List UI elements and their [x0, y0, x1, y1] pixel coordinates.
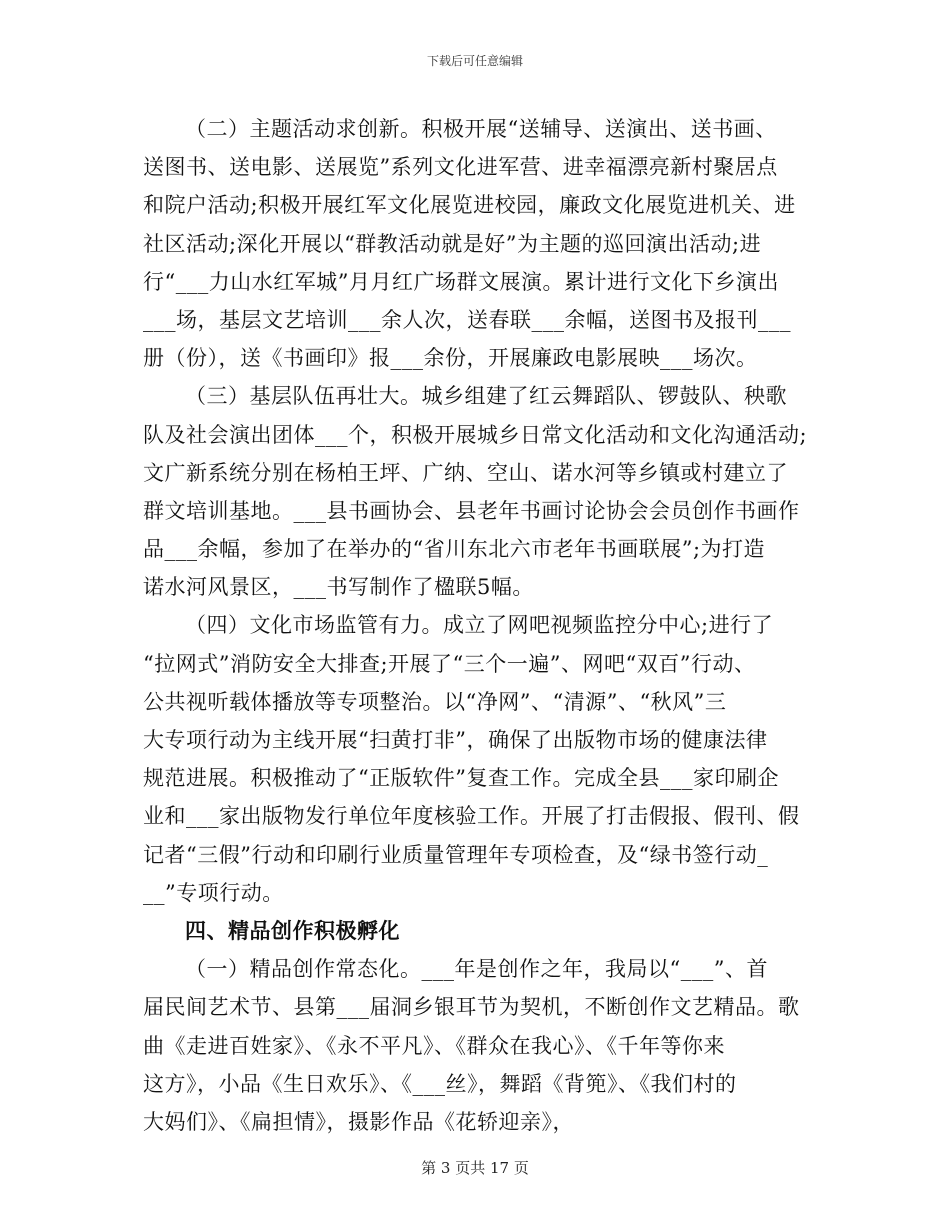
page-number: 第 3 页共 17 页 [421, 1159, 529, 1177]
paragraph-line: 记者“三假”行动和印刷行业质量管理年专项检查，及“绿书签行动_ [143, 842, 769, 867]
paragraph-line: （一）精品创作常态化。___年是创作之年，我局以“___”、首 [185, 957, 768, 982]
paragraph-line: 公共视听载体播放等专项整治。以“净网”、“清源”、“秋风”三 [143, 689, 727, 714]
paragraph-line: 大妈们》、《扁担情》，摄影作品《花轿迎亲》， [143, 1109, 574, 1134]
paragraph-line: ___场，基层文艺培训___余人次，送春联___余幅，送图书及报刊___ [143, 307, 791, 332]
paragraph-line: 群文培训基地。___县书画协会、县老年书画讨论协会会员创作书画作 [143, 498, 800, 523]
paragraph-line: 曲《走进百姓家》、《永不平凡》、《群众在我心》、《千年等你来 [143, 1033, 725, 1058]
paragraph-line: 规范进展。积极推动了“正版软件”复查工作。完成全县___家印刷企 [143, 766, 779, 791]
paragraph-line: 诺水河风景区，___书写制作了楹联5幅。 [143, 575, 534, 600]
paragraph-line: 文广新系统分别在杨柏王坪、广纳、空山、诺水河等乡镇或村建立了 [143, 460, 788, 485]
paragraph-line: 社区活动;深化开展以“群教活动就是好”为主题的巡回演出活动;进 [143, 231, 762, 256]
paragraph-line: 和院户活动;积极开展红军文化展览进校园，廉政文化展览进机关、进 [143, 193, 796, 218]
paragraph-line: 届民间艺术节、县第___届洞乡银耳节为契机，不断创作文艺精品。歌 [143, 995, 800, 1020]
paragraph-line: 行“___力山水红军城”月月红广场群文展演。累计进行文化下乡演出 [143, 269, 779, 294]
paragraph-line: （四）文化市场监管有力。成立了网吧视频监控分中心;进行了 [185, 613, 774, 638]
paragraph-line: （三）基层队伍再壮大。城乡组建了红云舞蹈队、锣鼓队、秧歌 [185, 384, 787, 409]
paragraph-line: __”专项行动。 [143, 880, 284, 905]
page-header-note: 下载后可任意编辑 [426, 54, 523, 68]
paragraph-line: 大专项行动为主线开展“扫黄打非”，确保了出版物市场的健康法律 [143, 728, 768, 752]
paragraph-line: “拉网式”消防安全大排查;开展了“三个一遍”、网吧“双百”行动、 [143, 651, 756, 676]
paragraph-line: 这方》，小品《生日欢乐》、《___丝》，舞蹈《背篼》、《我们村的 [143, 1071, 737, 1096]
paragraph-line: 册（份），送《书画印》报___余份，开展廉政电影展映___场次。 [143, 346, 758, 371]
paragraph-line: 队及社会演出团体___个，积极开展城乡日常文化活动和文化沟通活动; [143, 422, 808, 447]
document-body [143, 110, 815, 1141]
section-heading: 四、精品创作积极孵化 [185, 917, 400, 943]
paragraph-line: 业和___家出版物发行单位年度核验工作。开展了打击假报、假刊、假 [143, 804, 800, 829]
paragraph-line: 送图书、送电影、送展览”系列文化进军营、进幸福漂亮新村聚居点 [143, 155, 778, 180]
paragraph-line: 品___余幅，参加了在举办的“省川东北六市老年书画联展”;为打造 [143, 537, 766, 562]
paragraph-line: （二）主题活动求创新。积极开展“送辅导、送演出、送书画、 [185, 117, 777, 141]
